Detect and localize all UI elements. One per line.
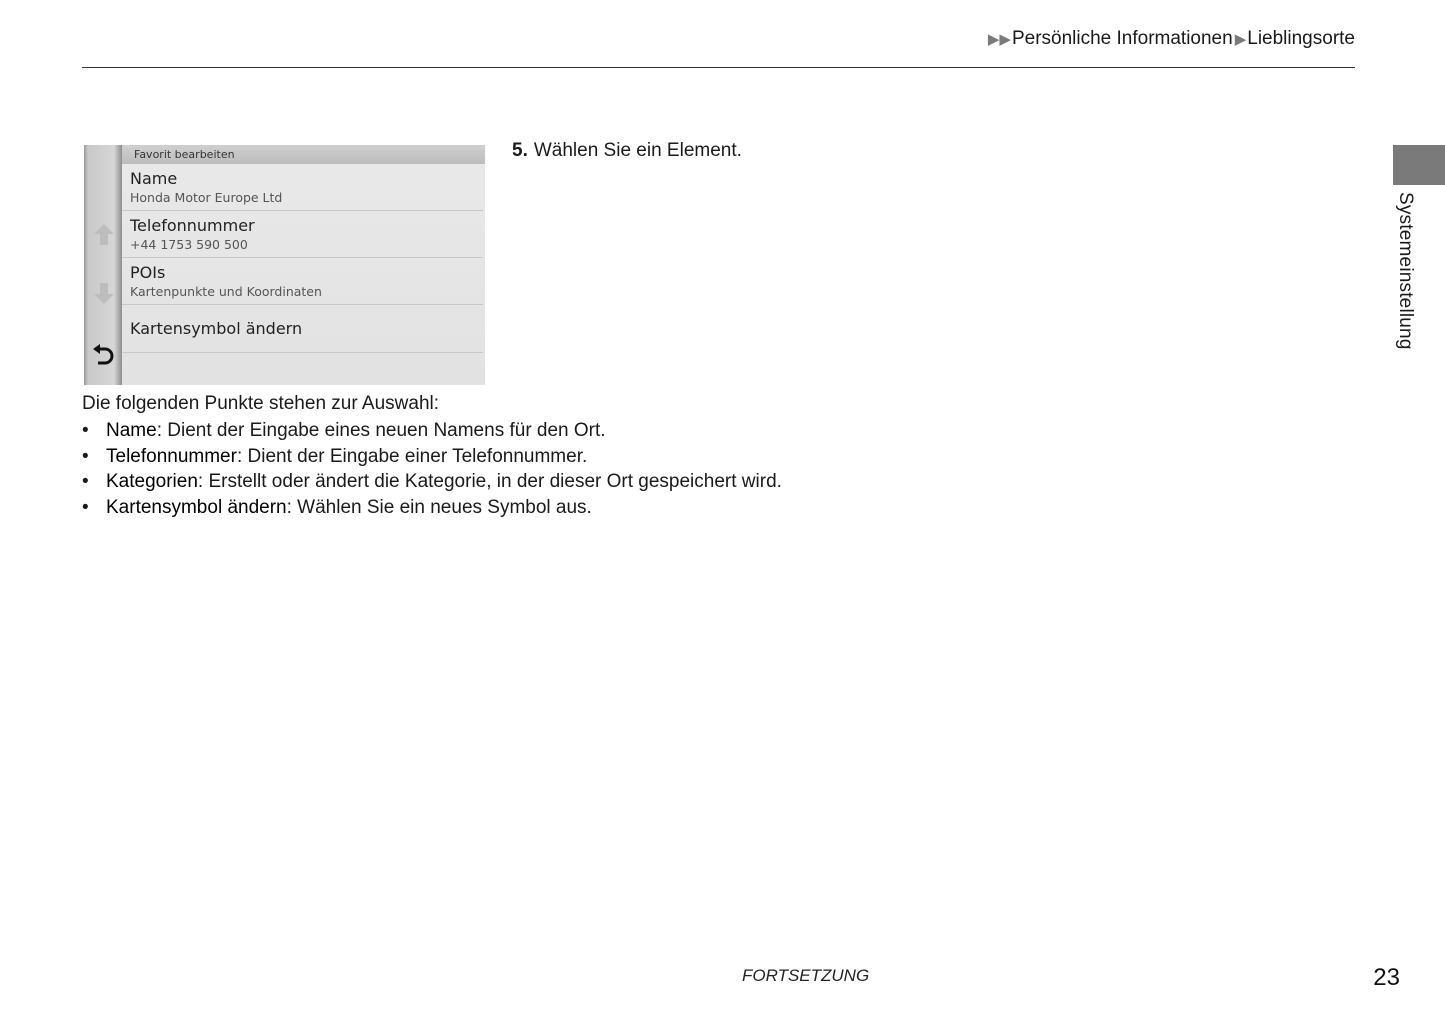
list-item-title: POIs bbox=[130, 263, 166, 282]
bullet-icon: • bbox=[82, 496, 89, 518]
screen-title: Favorit bearbeiten bbox=[122, 145, 485, 164]
back-icon[interactable] bbox=[90, 341, 118, 369]
list-item bbox=[82, 418, 782, 444]
down-arrow-icon[interactable] bbox=[90, 279, 118, 307]
list-item-subtitle: +44 1753 590 500 bbox=[130, 237, 248, 252]
option-description: : Wählen Sie ein neues Symbol aus. bbox=[286, 496, 592, 518]
step-instruction bbox=[512, 140, 742, 162]
breadcrumb bbox=[988, 28, 1355, 50]
intro-text: Die folgenden Punkte stehen zur Auswahl: bbox=[82, 393, 440, 414]
screen-list bbox=[122, 164, 483, 353]
list-item-title: Name bbox=[130, 169, 178, 188]
side-tab-label: Systemeinstellung bbox=[1395, 192, 1416, 350]
device-screenshot bbox=[84, 145, 485, 385]
list-item-name[interactable] bbox=[122, 164, 483, 211]
step-number: 5. bbox=[512, 140, 528, 161]
up-arrow-icon[interactable] bbox=[90, 221, 118, 249]
step-text: Wählen Sie ein Element. bbox=[533, 140, 742, 161]
continuation-label: FORTSETZUNG bbox=[742, 966, 870, 985]
option-description: : Erstellt oder ändert die Kategorie, in der dieser Ort gespeichert wird. bbox=[197, 471, 782, 492]
option-description: : Dient der Eingabe einer Telefonnummer. bbox=[236, 445, 588, 467]
list-item-title: Telefonnummer bbox=[130, 216, 255, 235]
page-number: 23 bbox=[1373, 964, 1400, 991]
breadcrumb-page[interactable]: Lieblingsorte bbox=[1247, 28, 1355, 49]
bullet-icon: • bbox=[82, 420, 89, 441]
list-item bbox=[82, 444, 782, 470]
list-item-phone[interactable] bbox=[122, 211, 483, 258]
header-divider bbox=[82, 67, 1355, 68]
list-item bbox=[82, 469, 782, 495]
option-term: Kategorien bbox=[106, 471, 198, 492]
list-item-title: Kartensymbol ändern bbox=[130, 319, 303, 338]
breadcrumb-arrow-icon: ▶▶ bbox=[987, 31, 1011, 48]
option-term: Name bbox=[106, 420, 157, 441]
option-term: Kartensymbol ändern bbox=[106, 496, 287, 518]
bullet-icon: • bbox=[82, 471, 89, 492]
list-item-subtitle: Kartenpunkte und Koordinaten bbox=[130, 284, 322, 299]
bullet-icon: • bbox=[82, 445, 89, 467]
breadcrumb-arrow-icon: ▶ bbox=[1234, 31, 1247, 48]
list-item bbox=[82, 495, 782, 521]
list-item-change-map-symbol[interactable] bbox=[122, 305, 483, 353]
list-item-pois[interactable] bbox=[122, 258, 483, 305]
side-tab-marker bbox=[1393, 145, 1445, 185]
screen-side-rail bbox=[84, 145, 122, 385]
option-list bbox=[82, 418, 782, 520]
option-term: Telefonnummer bbox=[106, 445, 237, 467]
list-item-subtitle: Honda Motor Europe Ltd bbox=[130, 190, 283, 205]
option-description: : Dient der Eingabe eines neuen Namens für den Ort. bbox=[156, 420, 606, 441]
breadcrumb-section[interactable]: Persönliche Informationen bbox=[1011, 28, 1233, 49]
